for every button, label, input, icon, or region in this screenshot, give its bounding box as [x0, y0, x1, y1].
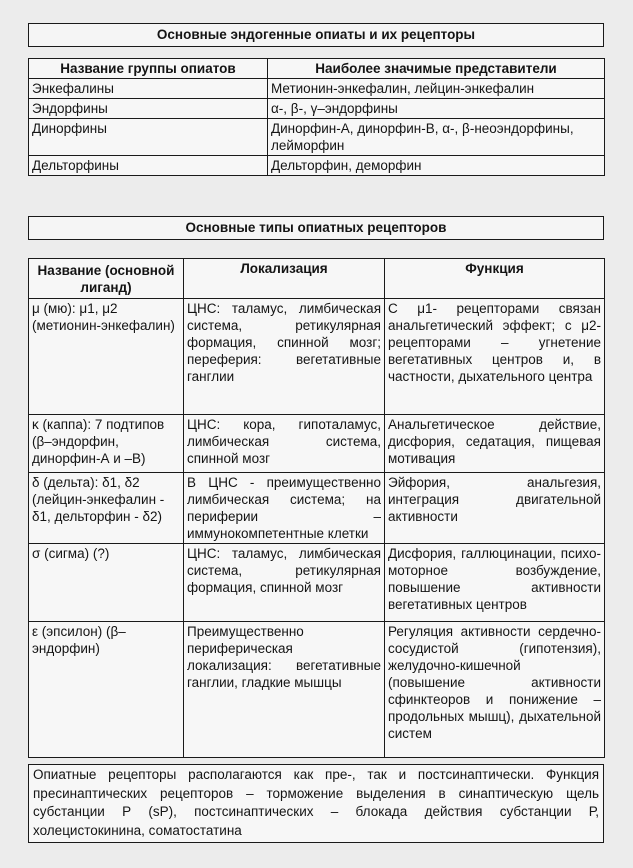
- header-group-name: Название группы опиатов: [29, 59, 268, 79]
- table-row: [29, 544, 605, 622]
- receptor-function: Анальгетическое действие, дисфория, седатация, пищевая мотивация: [385, 415, 605, 473]
- representatives: α-, β-, γ–эндорфины: [268, 99, 605, 119]
- representatives: Метионин-энкефалин, лейцин-энкефалин: [268, 79, 605, 99]
- group-name: Энкефалины: [29, 79, 268, 99]
- group-name: Эндорфины: [29, 99, 268, 119]
- receptors-note: Опиатные рецепторы располагаются как пре-, так и постсинаптически. Функция пресинаптических рецепторов – торможение выделения в синаптическую щель субстанции Р (sP), постсинаптических – блокада действия субстанции Р, холецистокинина, соматостатина: [28, 764, 604, 843]
- receptor-location: Преимущественно периферическая локализация: вегетативные ганглии, гладкие мышцы: [184, 622, 385, 758]
- table-row: [29, 299, 605, 415]
- receptor-name: μ (мю): μ1, μ2 (метионин-энкефалин): [29, 299, 184, 415]
- table1-title: Основные эндогенные опиаты и их рецепторы: [28, 23, 604, 47]
- table-header-row: [29, 59, 605, 79]
- table-row: [29, 119, 605, 156]
- table-row: [29, 99, 605, 119]
- receptor-name: ε (эпсилон) (β–эндорфин): [29, 622, 184, 758]
- receptor-function: Дисфория, галлюцинации, психо-моторное возбуждение, повышение активности вегетативных центров: [385, 544, 605, 622]
- receptor-location: ЦНС: кора, гипоталамус, лимбическая система, спинной мозг: [184, 415, 385, 473]
- receptor-location: ЦНС: таламус, лимбическая система, ретикулярная формация, спинной мозг: [184, 544, 385, 622]
- header-name: Название (основной лиганд): [29, 259, 184, 299]
- representatives: Динорфин-А, динорфин-В, α-, β-неоэндорфины, лейморфин: [268, 119, 605, 156]
- group-name: Дельторфины: [29, 156, 268, 176]
- table-row: [29, 415, 605, 473]
- receptors-table: [28, 258, 605, 758]
- group-name: Динорфины: [29, 119, 268, 156]
- table-row: [29, 156, 605, 176]
- header-location: Локализация: [184, 259, 385, 299]
- table-row: [29, 79, 605, 99]
- table-row: [29, 473, 605, 544]
- receptor-function: Эйфория, анальгезия, интеграция двигательной активности: [385, 473, 605, 544]
- receptor-location: В ЦНС - преимущественно лимбическая система; на периферии – иммунокомпетентные клетки: [184, 473, 385, 544]
- table-header-row: [29, 259, 605, 299]
- receptor-name: σ (сигма) (?): [29, 544, 184, 622]
- receptor-function: С μ1- рецепторами связан анальгетический эффект; с μ2-рецепторами – угнетение вегетативных центров и, в частности, дыхательного центра: [385, 299, 605, 415]
- receptor-function: Регуляция активности сердечно-сосудистой (гипотензия), желудочно-кишечной (повышение активности сфинктеоров и понижение – продольных мышц), дыхательной систем: [385, 622, 605, 758]
- opiates-table: [28, 58, 605, 176]
- receptor-location: ЦНС: таламус, лимбическая система, ретикулярная формация, спинной мозг; переферия: вегетативные ганглии: [184, 299, 385, 415]
- representatives: Дельторфин, деморфин: [268, 156, 605, 176]
- table-row: [29, 622, 605, 758]
- table2-title: Основные типы опиатных рецепторов: [28, 216, 604, 240]
- receptor-name: κ (каппа): 7 подтипов (β–эндорфин, динорфин-А и –В): [29, 415, 184, 473]
- header-function: Функция: [385, 259, 605, 299]
- receptor-name: δ (дельта): δ1, δ2 (лейцин-энкефалин - δ1, дельторфин - δ2): [29, 473, 184, 544]
- header-representatives: Наиболее значимые представители: [268, 59, 605, 79]
